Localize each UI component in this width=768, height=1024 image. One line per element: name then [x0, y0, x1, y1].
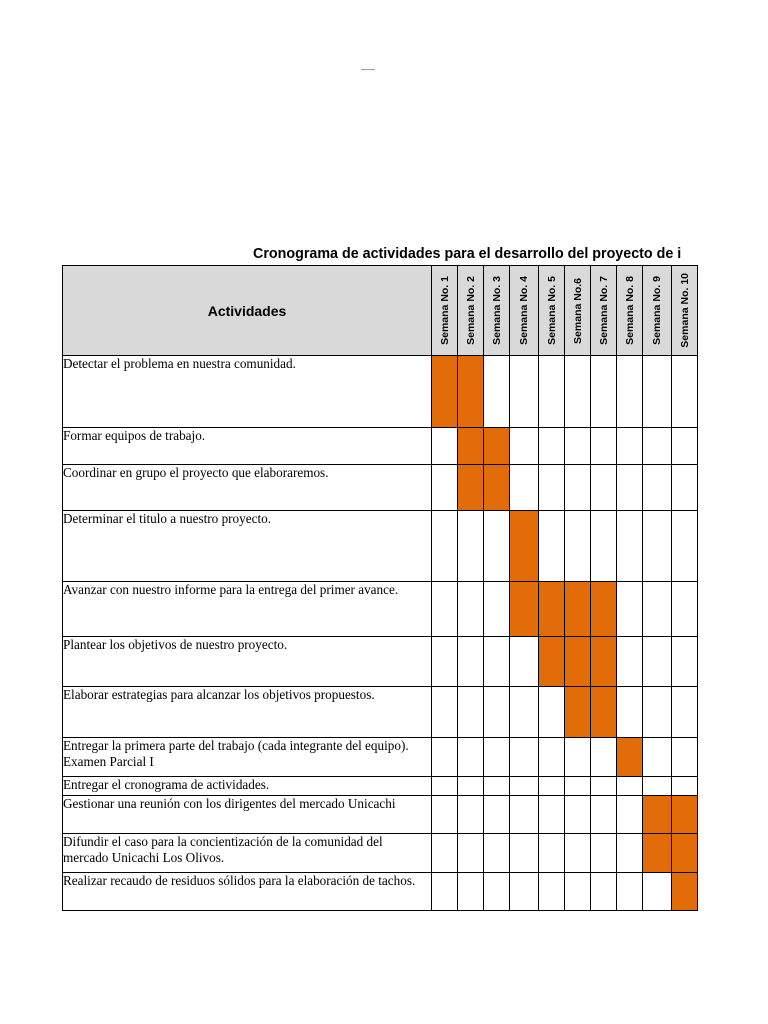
week-8-cell [617, 428, 643, 465]
week-7-cell [591, 777, 617, 796]
week-3-cell [484, 511, 510, 582]
week-8-cell [617, 687, 643, 738]
top-mark [361, 69, 375, 70]
week-2-cell-active [458, 428, 484, 465]
activity-cell: Entregar la primera parte del trabajo (cada integrante del equipo). Examen Parcial I [63, 738, 432, 777]
week-9-cell [643, 738, 672, 777]
week-5-cell [539, 511, 565, 582]
table-row [63, 834, 698, 873]
week-7-cell [591, 356, 617, 428]
week-7-cell [591, 738, 617, 777]
week-2-cell [458, 834, 484, 873]
week-3-cell [484, 356, 510, 428]
week-5-cell-active [539, 637, 565, 687]
week-3-cell [484, 637, 510, 687]
week-2-cell [458, 637, 484, 687]
week-4-cell [510, 428, 539, 465]
week-4-cell [510, 738, 539, 777]
activity-cell: Plantear los objetivos de nuestro proyecto. [63, 637, 432, 687]
activity-cell: Gestionar una reunión con los dirigentes del mercado Unicachi [63, 796, 432, 834]
week-8-cell [617, 777, 643, 796]
week-8-cell [617, 356, 643, 428]
week-5-cell [539, 356, 565, 428]
week-1-cell [432, 687, 458, 738]
week-5-cell [539, 465, 565, 511]
week-4-cell-active [510, 511, 539, 582]
table-row [63, 796, 698, 834]
week-9-cell [643, 777, 672, 796]
schedule-table [62, 265, 698, 911]
week-label-1: Semana No. 1 [438, 276, 451, 345]
week-1-cell [432, 582, 458, 637]
week-1-cell [432, 777, 458, 796]
week-4-cell [510, 873, 539, 911]
table-row [63, 777, 698, 796]
week-label-6: Semana No.6 [571, 277, 584, 344]
week-3-cell [484, 582, 510, 637]
week-4-cell-active [510, 582, 539, 637]
week-6-cell [565, 873, 591, 911]
activity-cell: Realizar recaudo de residuos sólidos para la elaboración de tachos. [63, 873, 432, 911]
week-3-cell-active [484, 465, 510, 511]
week-9-cell [643, 465, 672, 511]
week-2-cell [458, 796, 484, 834]
week-8-cell-active [617, 738, 643, 777]
week-6-cell-active [565, 637, 591, 687]
week-5-cell [539, 687, 565, 738]
week-9-cell [643, 873, 672, 911]
activity-cell: Determinar el titulo a nuestro proyecto. [63, 511, 432, 582]
week-6-cell [565, 356, 591, 428]
week-5-cell [539, 428, 565, 465]
week-5-cell [539, 834, 565, 873]
week-label-2: Semana No. 2 [464, 276, 477, 345]
week-1-cell-active [432, 356, 458, 428]
activities-header: Actividades [63, 266, 432, 356]
week-8-cell [617, 796, 643, 834]
week-10-cell [672, 637, 698, 687]
activity-cell: Detectar el problema en nuestra comunidad. [63, 356, 432, 428]
week-10-cell-active [672, 873, 698, 911]
week-3-cell [484, 834, 510, 873]
week-3-cell [484, 687, 510, 738]
week-3-cell [484, 777, 510, 796]
activity-cell: Difundir el caso para la concientización de la comunidad del mercado Unicachi Los Olivos. [63, 834, 432, 873]
week-7-cell [591, 796, 617, 834]
week-10-cell [672, 511, 698, 582]
table-row [63, 582, 698, 637]
week-2-cell [458, 873, 484, 911]
week-9-cell [643, 356, 672, 428]
week-label-8: Semana No. 8 [623, 276, 636, 345]
week-8-cell [617, 834, 643, 873]
week-3-cell [484, 796, 510, 834]
week-1-cell [432, 428, 458, 465]
activity-cell: Coordinar en grupo el proyecto que elaboraremos. [63, 465, 432, 511]
week-9-cell [643, 582, 672, 637]
week-2-cell [458, 777, 484, 796]
week-8-cell [617, 873, 643, 911]
table-row [63, 428, 698, 465]
week-6-cell-active [565, 582, 591, 637]
week-10-cell [672, 356, 698, 428]
week-3-cell [484, 738, 510, 777]
activity-cell: Formar equipos de trabajo. [63, 428, 432, 465]
week-header-5 [539, 266, 565, 356]
week-label-3: Semana No. 3 [490, 276, 503, 345]
week-1-cell [432, 465, 458, 511]
activity-cell: Entregar el cronograma de actividades. [63, 777, 432, 796]
week-6-cell [565, 777, 591, 796]
week-1-cell [432, 738, 458, 777]
week-4-cell [510, 796, 539, 834]
week-7-cell [591, 873, 617, 911]
activity-cell: Avanzar con nuestro informe para la entrega del primer avance. [63, 582, 432, 637]
week-header-9 [643, 266, 672, 356]
week-8-cell [617, 511, 643, 582]
week-1-cell [432, 873, 458, 911]
week-2-cell [458, 582, 484, 637]
week-7-cell [591, 511, 617, 582]
activity-cell: Elaborar estrategias para alcanzar los objetivos propuestos. [63, 687, 432, 738]
table-row [63, 511, 698, 582]
week-label-5: Semana No. 5 [545, 276, 558, 345]
week-header-4 [510, 266, 539, 356]
week-5-cell [539, 796, 565, 834]
week-7-cell-active [591, 637, 617, 687]
week-header-8 [617, 266, 643, 356]
week-1-cell [432, 637, 458, 687]
table-row [63, 873, 698, 911]
week-2-cell [458, 511, 484, 582]
week-7-cell [591, 834, 617, 873]
page-title: Cronograma de actividades para el desarrollo del proyecto de i [253, 246, 682, 262]
week-4-cell [510, 687, 539, 738]
week-label-4: Semana No. 4 [518, 276, 530, 345]
week-6-cell-active [565, 687, 591, 738]
week-10-cell [672, 687, 698, 738]
week-10-cell [672, 777, 698, 796]
week-header-6 [565, 266, 591, 356]
week-4-cell [510, 637, 539, 687]
week-10-cell [672, 738, 698, 777]
week-6-cell [565, 738, 591, 777]
week-3-cell-active [484, 428, 510, 465]
week-9-cell [643, 511, 672, 582]
week-8-cell [617, 465, 643, 511]
week-2-cell-active [458, 465, 484, 511]
week-5-cell [539, 738, 565, 777]
week-10-cell-active [672, 834, 698, 873]
week-5-cell-active [539, 582, 565, 637]
week-2-cell-active [458, 356, 484, 428]
week-4-cell [510, 777, 539, 796]
week-6-cell [565, 834, 591, 873]
week-5-cell [539, 777, 565, 796]
week-header-3 [484, 266, 510, 356]
table-row [63, 465, 698, 511]
week-label-9: Semana No. 9 [651, 276, 663, 345]
header-row [63, 266, 698, 356]
week-10-cell [672, 582, 698, 637]
week-10-cell [672, 428, 698, 465]
week-label-7: Semana No. 7 [597, 276, 610, 345]
week-header-7 [591, 266, 617, 356]
week-9-cell-active [643, 834, 672, 873]
week-8-cell [617, 637, 643, 687]
week-9-cell [643, 428, 672, 465]
week-7-cell [591, 428, 617, 465]
week-1-cell [432, 511, 458, 582]
week-7-cell [591, 465, 617, 511]
week-8-cell [617, 582, 643, 637]
week-7-cell-active [591, 582, 617, 637]
week-1-cell [432, 796, 458, 834]
week-5-cell [539, 873, 565, 911]
week-6-cell [565, 465, 591, 511]
week-9-cell-active [643, 796, 672, 834]
week-9-cell [643, 687, 672, 738]
week-6-cell [565, 511, 591, 582]
week-header-1 [432, 266, 458, 356]
week-7-cell-active [591, 687, 617, 738]
week-3-cell [484, 873, 510, 911]
week-10-cell-active [672, 796, 698, 834]
week-header-2 [458, 266, 484, 356]
week-4-cell [510, 834, 539, 873]
week-2-cell [458, 738, 484, 777]
week-4-cell [510, 356, 539, 428]
week-label-10: Semana No. 10 [678, 273, 691, 348]
week-9-cell [643, 637, 672, 687]
week-2-cell [458, 687, 484, 738]
week-4-cell [510, 465, 539, 511]
table-row [63, 687, 698, 738]
week-6-cell [565, 428, 591, 465]
week-6-cell [565, 796, 591, 834]
table-row [63, 738, 698, 777]
table-row [63, 356, 698, 428]
table-row [63, 637, 698, 687]
week-1-cell [432, 834, 458, 873]
week-header-10 [672, 266, 698, 356]
week-10-cell [672, 465, 698, 511]
